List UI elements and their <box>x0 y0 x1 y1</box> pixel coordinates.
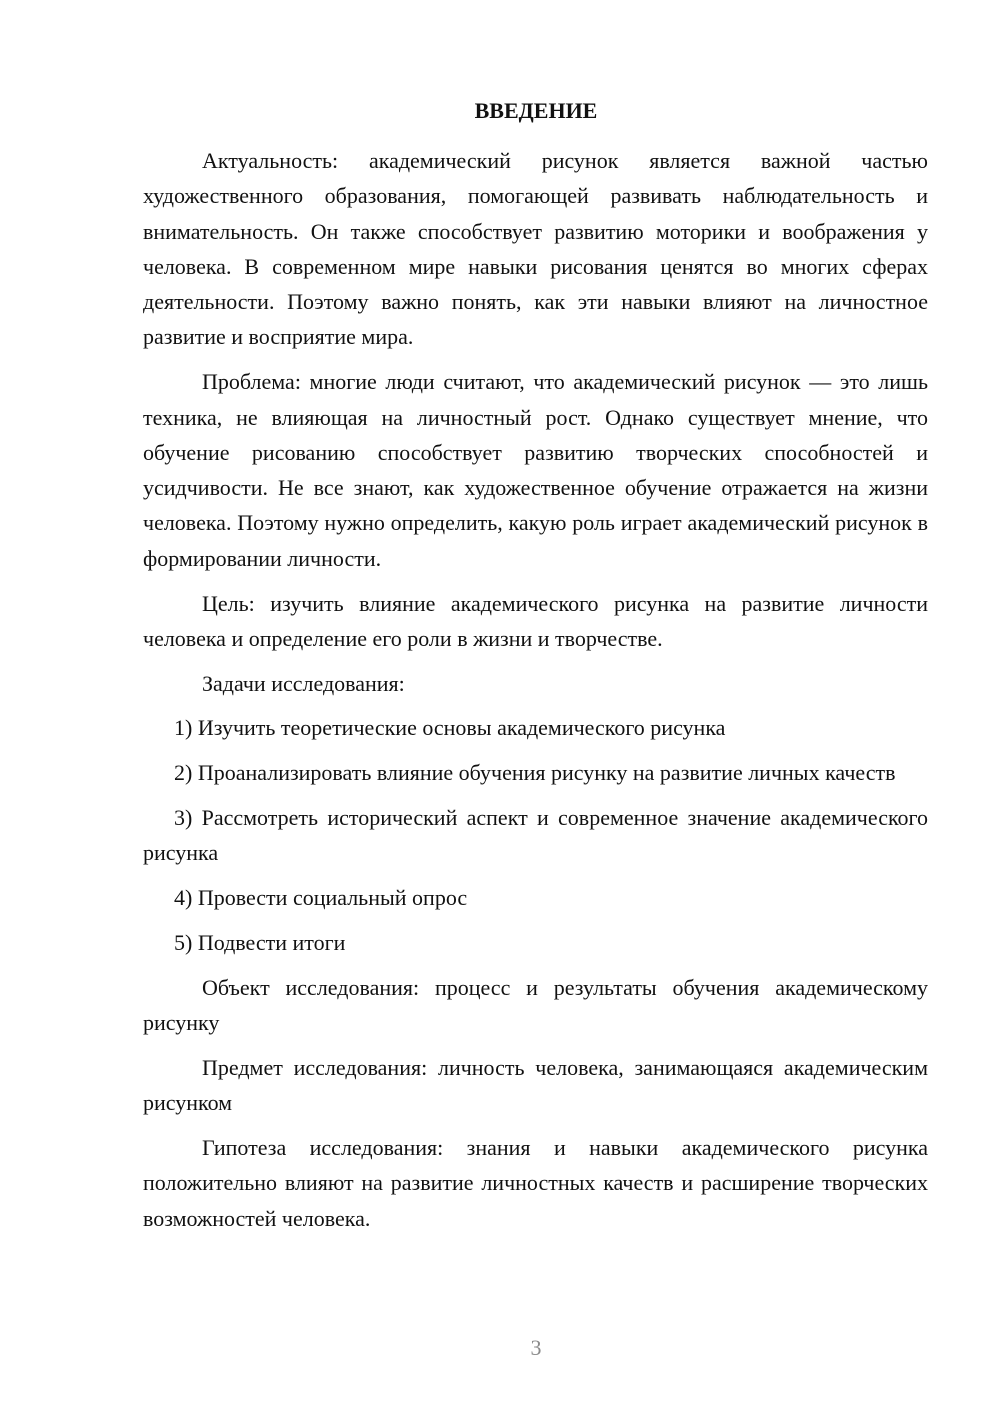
goal-paragraph: Цель: изучить влияние академического рисунка на развитие личности человека и определение его роли в жизни и творчестве. <box>143 590 928 651</box>
subject-paragraph: Предмет исследования: личность человека, занимающаяся академическим рисунком <box>143 1054 928 1116</box>
hypothesis-paragraph: Гипотеза исследования: знания и навыки академического рисунка положительно влияют на развитие личностных качеств и расширение творческих возможностей человека. <box>143 1134 928 1231</box>
section-heading: ВВЕДЕНИЕ <box>474 98 598 123</box>
page-number: 3 <box>530 1335 542 1360</box>
tasks-heading: Задачи исследования: <box>202 670 405 696</box>
task-item-3: 3) Рассмотреть исторический аспект и современное значение академического рисунка <box>143 805 928 866</box>
task-item-1: 1) Изучить теоретические основы академического рисунка <box>174 715 726 741</box>
task-item-2: 2) Проанализировать влияние обучения рисунку на развитие личных качеств <box>174 760 896 786</box>
task-item-5: 5) Подвести итоги <box>174 929 346 955</box>
relevance-paragraph: Актуальность: академический рисунок является важной частью художественного образования, помогающей развивать наблюдательность и внимательность. Он также способствует развитию моторики и воображения у человека. В современном мире навыки рисования ценятся во многих сферах деятельности. Поэтому важно понять, как эти навыки влияют на личностное развитие и восприятие мира. <box>143 148 928 350</box>
body-text <box>143 143 928 1245</box>
object-paragraph: Объект исследования: процесс и результаты обучения академическому рисунку <box>143 974 928 1036</box>
problem-paragraph: Проблема: многие люди считают, что академический рисунок — это лишь техника, не влияющая на личностный рост. Однако существует мнение, что обучение рисованию способствует развитию творческих способностей и усидчивости. Не все знают, как художественное обучение отражается на жизни человека. Поэтому нужно определить, какую роль играет академический рисунок в формировании личности. <box>143 369 928 571</box>
task-item-4: 4) Провести социальный опрос <box>174 885 468 911</box>
